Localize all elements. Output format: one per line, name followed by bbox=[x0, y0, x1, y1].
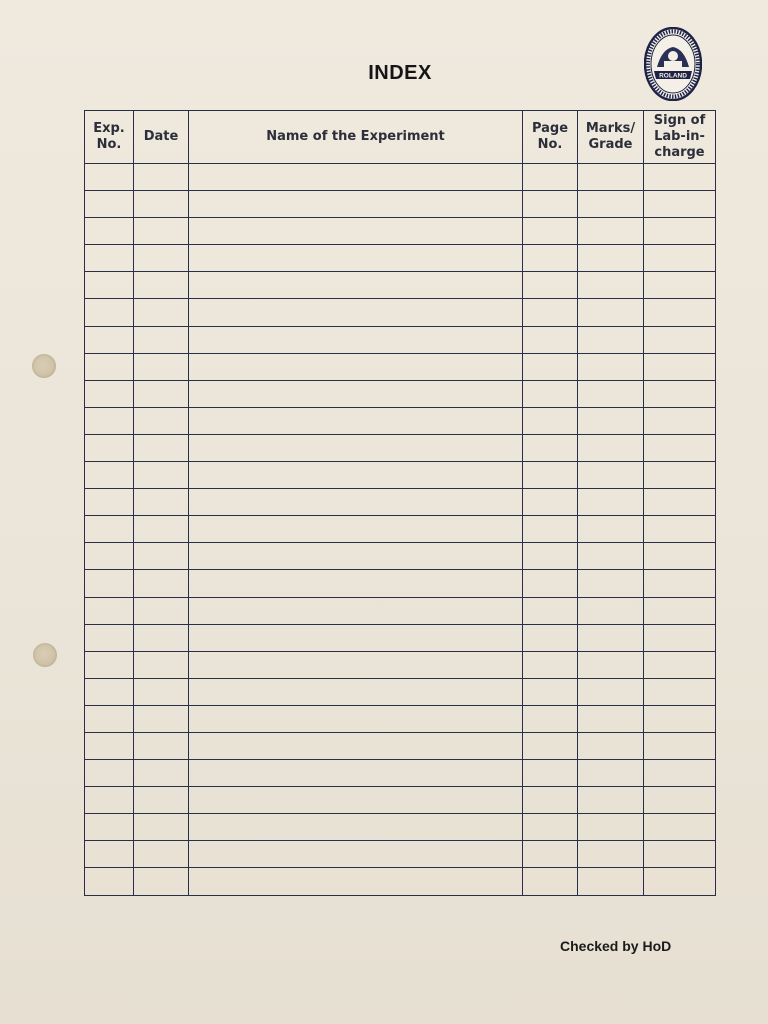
cell-page-no[interactable] bbox=[523, 299, 578, 326]
cell-experiment-name[interactable] bbox=[189, 678, 523, 705]
cell-page-no[interactable] bbox=[523, 651, 578, 678]
cell-date[interactable] bbox=[134, 218, 189, 245]
table-row bbox=[85, 489, 716, 516]
table-row bbox=[85, 353, 716, 380]
cell-date[interactable] bbox=[134, 570, 189, 597]
cell-date[interactable] bbox=[134, 245, 189, 272]
cell-experiment-name[interactable] bbox=[189, 814, 523, 841]
cell-exp-no[interactable] bbox=[85, 434, 134, 461]
table-row bbox=[85, 651, 716, 678]
cell-experiment-name[interactable] bbox=[189, 380, 523, 407]
cell-sign[interactable] bbox=[644, 597, 716, 624]
cell-sign[interactable] bbox=[644, 705, 716, 732]
cell-page-no[interactable] bbox=[523, 218, 578, 245]
cell-sign[interactable] bbox=[644, 651, 716, 678]
cell-date[interactable] bbox=[134, 489, 189, 516]
header-date: Date bbox=[134, 111, 189, 164]
cell-page-no[interactable] bbox=[523, 705, 578, 732]
cell-sign[interactable] bbox=[644, 678, 716, 705]
cell-date[interactable] bbox=[134, 272, 189, 299]
cell-date[interactable] bbox=[134, 624, 189, 651]
table-row bbox=[85, 841, 716, 868]
cell-sign[interactable] bbox=[644, 841, 716, 868]
cell-sign[interactable] bbox=[644, 218, 716, 245]
cell-marks-grade[interactable] bbox=[578, 868, 644, 895]
cell-exp-no[interactable] bbox=[85, 462, 134, 489]
cell-experiment-name[interactable] bbox=[189, 516, 523, 543]
cell-experiment-name[interactable] bbox=[189, 651, 523, 678]
cell-page-no[interactable] bbox=[523, 434, 578, 461]
cell-marks-grade[interactable] bbox=[578, 191, 644, 218]
cell-experiment-name[interactable] bbox=[189, 732, 523, 759]
punch-hole-bottom bbox=[33, 643, 57, 667]
cell-marks-grade[interactable] bbox=[578, 434, 644, 461]
cell-date[interactable] bbox=[134, 651, 189, 678]
cell-date[interactable] bbox=[134, 543, 189, 570]
cell-marks-grade[interactable] bbox=[578, 841, 644, 868]
cell-sign[interactable] bbox=[644, 814, 716, 841]
cell-exp-no[interactable] bbox=[85, 245, 134, 272]
cell-experiment-name[interactable] bbox=[189, 868, 523, 895]
table-row bbox=[85, 191, 716, 218]
cell-experiment-name[interactable] bbox=[189, 272, 523, 299]
cell-experiment-name[interactable] bbox=[189, 570, 523, 597]
cell-marks-grade[interactable] bbox=[578, 760, 644, 787]
index-table bbox=[84, 110, 716, 896]
header-marks-grade: Marks/ Grade bbox=[578, 111, 644, 164]
cell-exp-no[interactable] bbox=[85, 651, 134, 678]
cell-exp-no[interactable] bbox=[85, 787, 134, 814]
cell-page-no[interactable] bbox=[523, 326, 578, 353]
cell-exp-no[interactable] bbox=[85, 868, 134, 895]
cell-page-no[interactable] bbox=[523, 570, 578, 597]
table-row bbox=[85, 245, 716, 272]
table-row bbox=[85, 868, 716, 895]
cell-experiment-name[interactable] bbox=[189, 191, 523, 218]
cell-experiment-name[interactable] bbox=[189, 218, 523, 245]
cell-sign[interactable] bbox=[644, 164, 716, 191]
cell-page-no[interactable] bbox=[523, 841, 578, 868]
table-row bbox=[85, 272, 716, 299]
cell-exp-no[interactable] bbox=[85, 760, 134, 787]
cell-sign[interactable] bbox=[644, 760, 716, 787]
cell-date[interactable] bbox=[134, 462, 189, 489]
cell-sign[interactable] bbox=[644, 624, 716, 651]
cell-exp-no[interactable] bbox=[85, 841, 134, 868]
cell-page-no[interactable] bbox=[523, 164, 578, 191]
cell-page-no[interactable] bbox=[523, 462, 578, 489]
cell-date[interactable] bbox=[134, 678, 189, 705]
table-row bbox=[85, 299, 716, 326]
cell-date[interactable] bbox=[134, 868, 189, 895]
cell-page-no[interactable] bbox=[523, 191, 578, 218]
cell-date[interactable] bbox=[134, 191, 189, 218]
cell-date[interactable] bbox=[134, 434, 189, 461]
cell-exp-no[interactable] bbox=[85, 326, 134, 353]
table-row bbox=[85, 570, 716, 597]
table-row bbox=[85, 516, 716, 543]
cell-exp-no[interactable] bbox=[85, 353, 134, 380]
cell-exp-no[interactable] bbox=[85, 191, 134, 218]
cell-page-no[interactable] bbox=[523, 272, 578, 299]
table-header-row bbox=[85, 111, 716, 164]
cell-marks-grade[interactable] bbox=[578, 407, 644, 434]
table-row bbox=[85, 760, 716, 787]
cell-date[interactable] bbox=[134, 380, 189, 407]
cell-experiment-name[interactable] bbox=[189, 353, 523, 380]
cell-page-no[interactable] bbox=[523, 787, 578, 814]
cell-exp-no[interactable] bbox=[85, 272, 134, 299]
table-row bbox=[85, 678, 716, 705]
cell-sign[interactable] bbox=[644, 543, 716, 570]
cell-exp-no[interactable] bbox=[85, 624, 134, 651]
table-row bbox=[85, 787, 716, 814]
cell-marks-grade[interactable] bbox=[578, 624, 644, 651]
cell-experiment-name[interactable] bbox=[189, 624, 523, 651]
cell-experiment-name[interactable] bbox=[189, 841, 523, 868]
table-row bbox=[85, 407, 716, 434]
table-row bbox=[85, 543, 716, 570]
cell-exp-no[interactable] bbox=[85, 543, 134, 570]
table-row bbox=[85, 732, 716, 759]
cell-page-no[interactable] bbox=[523, 380, 578, 407]
cell-marks-grade[interactable] bbox=[578, 732, 644, 759]
cell-marks-grade[interactable] bbox=[578, 570, 644, 597]
cell-page-no[interactable] bbox=[523, 624, 578, 651]
cell-page-no[interactable] bbox=[523, 868, 578, 895]
cell-experiment-name[interactable] bbox=[189, 489, 523, 516]
cell-experiment-name[interactable] bbox=[189, 597, 523, 624]
table-row bbox=[85, 380, 716, 407]
cell-exp-no[interactable] bbox=[85, 299, 134, 326]
cell-exp-no[interactable] bbox=[85, 814, 134, 841]
cell-sign[interactable] bbox=[644, 299, 716, 326]
cell-marks-grade[interactable] bbox=[578, 787, 644, 814]
cell-date[interactable] bbox=[134, 814, 189, 841]
cell-date[interactable] bbox=[134, 353, 189, 380]
cell-exp-no[interactable] bbox=[85, 705, 134, 732]
cell-date[interactable] bbox=[134, 407, 189, 434]
cell-experiment-name[interactable] bbox=[189, 164, 523, 191]
cell-page-no[interactable] bbox=[523, 732, 578, 759]
cell-exp-no[interactable] bbox=[85, 597, 134, 624]
cell-sign[interactable] bbox=[644, 326, 716, 353]
table-body bbox=[85, 164, 716, 896]
cell-exp-no[interactable] bbox=[85, 164, 134, 191]
cell-date[interactable] bbox=[134, 299, 189, 326]
cell-page-no[interactable] bbox=[523, 407, 578, 434]
cell-page-no[interactable] bbox=[523, 245, 578, 272]
cell-page-no[interactable] bbox=[523, 597, 578, 624]
cell-sign[interactable] bbox=[644, 191, 716, 218]
cell-marks-grade[interactable] bbox=[578, 543, 644, 570]
table-row bbox=[85, 326, 716, 353]
cell-marks-grade[interactable] bbox=[578, 651, 644, 678]
cell-date[interactable] bbox=[134, 705, 189, 732]
svg-text:ROLAND: ROLAND bbox=[659, 72, 687, 80]
cell-date[interactable] bbox=[134, 760, 189, 787]
cell-marks-grade[interactable] bbox=[578, 597, 644, 624]
cell-sign[interactable] bbox=[644, 245, 716, 272]
cell-sign[interactable] bbox=[644, 489, 716, 516]
cell-marks-grade[interactable] bbox=[578, 164, 644, 191]
table-row bbox=[85, 705, 716, 732]
cell-marks-grade[interactable] bbox=[578, 814, 644, 841]
cell-sign[interactable] bbox=[644, 272, 716, 299]
cell-sign[interactable] bbox=[644, 353, 716, 380]
cell-experiment-name[interactable] bbox=[189, 760, 523, 787]
cell-marks-grade[interactable] bbox=[578, 245, 644, 272]
cell-page-no[interactable] bbox=[523, 678, 578, 705]
cell-page-no[interactable] bbox=[523, 489, 578, 516]
cell-marks-grade[interactable] bbox=[578, 705, 644, 732]
cell-marks-grade[interactable] bbox=[578, 380, 644, 407]
cell-sign[interactable] bbox=[644, 570, 716, 597]
table-row bbox=[85, 624, 716, 651]
cell-date[interactable] bbox=[134, 164, 189, 191]
cell-marks-grade[interactable] bbox=[578, 299, 644, 326]
cell-sign[interactable] bbox=[644, 787, 716, 814]
table-row bbox=[85, 164, 716, 191]
header-page-no: Page No. bbox=[523, 111, 578, 164]
cell-sign[interactable] bbox=[644, 516, 716, 543]
cell-sign[interactable] bbox=[644, 380, 716, 407]
header-experiment-name: Name of the Experiment bbox=[189, 111, 523, 164]
cell-date[interactable] bbox=[134, 516, 189, 543]
table-row bbox=[85, 597, 716, 624]
cell-marks-grade[interactable] bbox=[578, 462, 644, 489]
cell-exp-no[interactable] bbox=[85, 407, 134, 434]
table-row bbox=[85, 434, 716, 461]
cell-page-no[interactable] bbox=[523, 516, 578, 543]
cell-page-no[interactable] bbox=[523, 814, 578, 841]
header-sign-lab-in-charge: Sign of Lab-in-charge bbox=[644, 111, 716, 164]
cell-marks-grade[interactable] bbox=[578, 353, 644, 380]
cell-exp-no[interactable] bbox=[85, 570, 134, 597]
cell-experiment-name[interactable] bbox=[189, 434, 523, 461]
cell-experiment-name[interactable] bbox=[189, 299, 523, 326]
cell-exp-no[interactable] bbox=[85, 732, 134, 759]
cell-exp-no[interactable] bbox=[85, 218, 134, 245]
cell-page-no[interactable] bbox=[523, 543, 578, 570]
cell-date[interactable] bbox=[134, 732, 189, 759]
cell-date[interactable] bbox=[134, 841, 189, 868]
punch-hole-top bbox=[32, 354, 56, 378]
cell-experiment-name[interactable] bbox=[189, 407, 523, 434]
cell-marks-grade[interactable] bbox=[578, 272, 644, 299]
cell-sign[interactable] bbox=[644, 732, 716, 759]
cell-sign[interactable] bbox=[644, 434, 716, 461]
cell-date[interactable] bbox=[134, 326, 189, 353]
cell-exp-no[interactable] bbox=[85, 516, 134, 543]
cell-marks-grade[interactable] bbox=[578, 326, 644, 353]
cell-date[interactable] bbox=[134, 787, 189, 814]
cell-sign[interactable] bbox=[644, 868, 716, 895]
table-row bbox=[85, 218, 716, 245]
cell-marks-grade[interactable] bbox=[578, 489, 644, 516]
cell-exp-no[interactable] bbox=[85, 489, 134, 516]
cell-experiment-name[interactable] bbox=[189, 543, 523, 570]
cell-marks-grade[interactable] bbox=[578, 516, 644, 543]
cell-exp-no[interactable] bbox=[85, 380, 134, 407]
cell-marks-grade[interactable] bbox=[578, 678, 644, 705]
page-title: INDEX bbox=[368, 62, 432, 84]
cell-page-no[interactable] bbox=[523, 353, 578, 380]
checked-by-hod-label: Checked by HoD bbox=[560, 938, 672, 954]
cell-experiment-name[interactable] bbox=[189, 462, 523, 489]
cell-experiment-name[interactable] bbox=[189, 705, 523, 732]
cell-exp-no[interactable] bbox=[85, 678, 134, 705]
cell-experiment-name[interactable] bbox=[189, 245, 523, 272]
cell-sign[interactable] bbox=[644, 462, 716, 489]
cell-experiment-name[interactable] bbox=[189, 326, 523, 353]
cell-date[interactable] bbox=[134, 597, 189, 624]
cell-sign[interactable] bbox=[644, 407, 716, 434]
table-row bbox=[85, 462, 716, 489]
cell-experiment-name[interactable] bbox=[189, 787, 523, 814]
cell-marks-grade[interactable] bbox=[578, 218, 644, 245]
table-row bbox=[85, 814, 716, 841]
header-exp-no: Exp. No. bbox=[85, 111, 134, 164]
cell-page-no[interactable] bbox=[523, 760, 578, 787]
institute-seal-icon bbox=[644, 27, 702, 101]
